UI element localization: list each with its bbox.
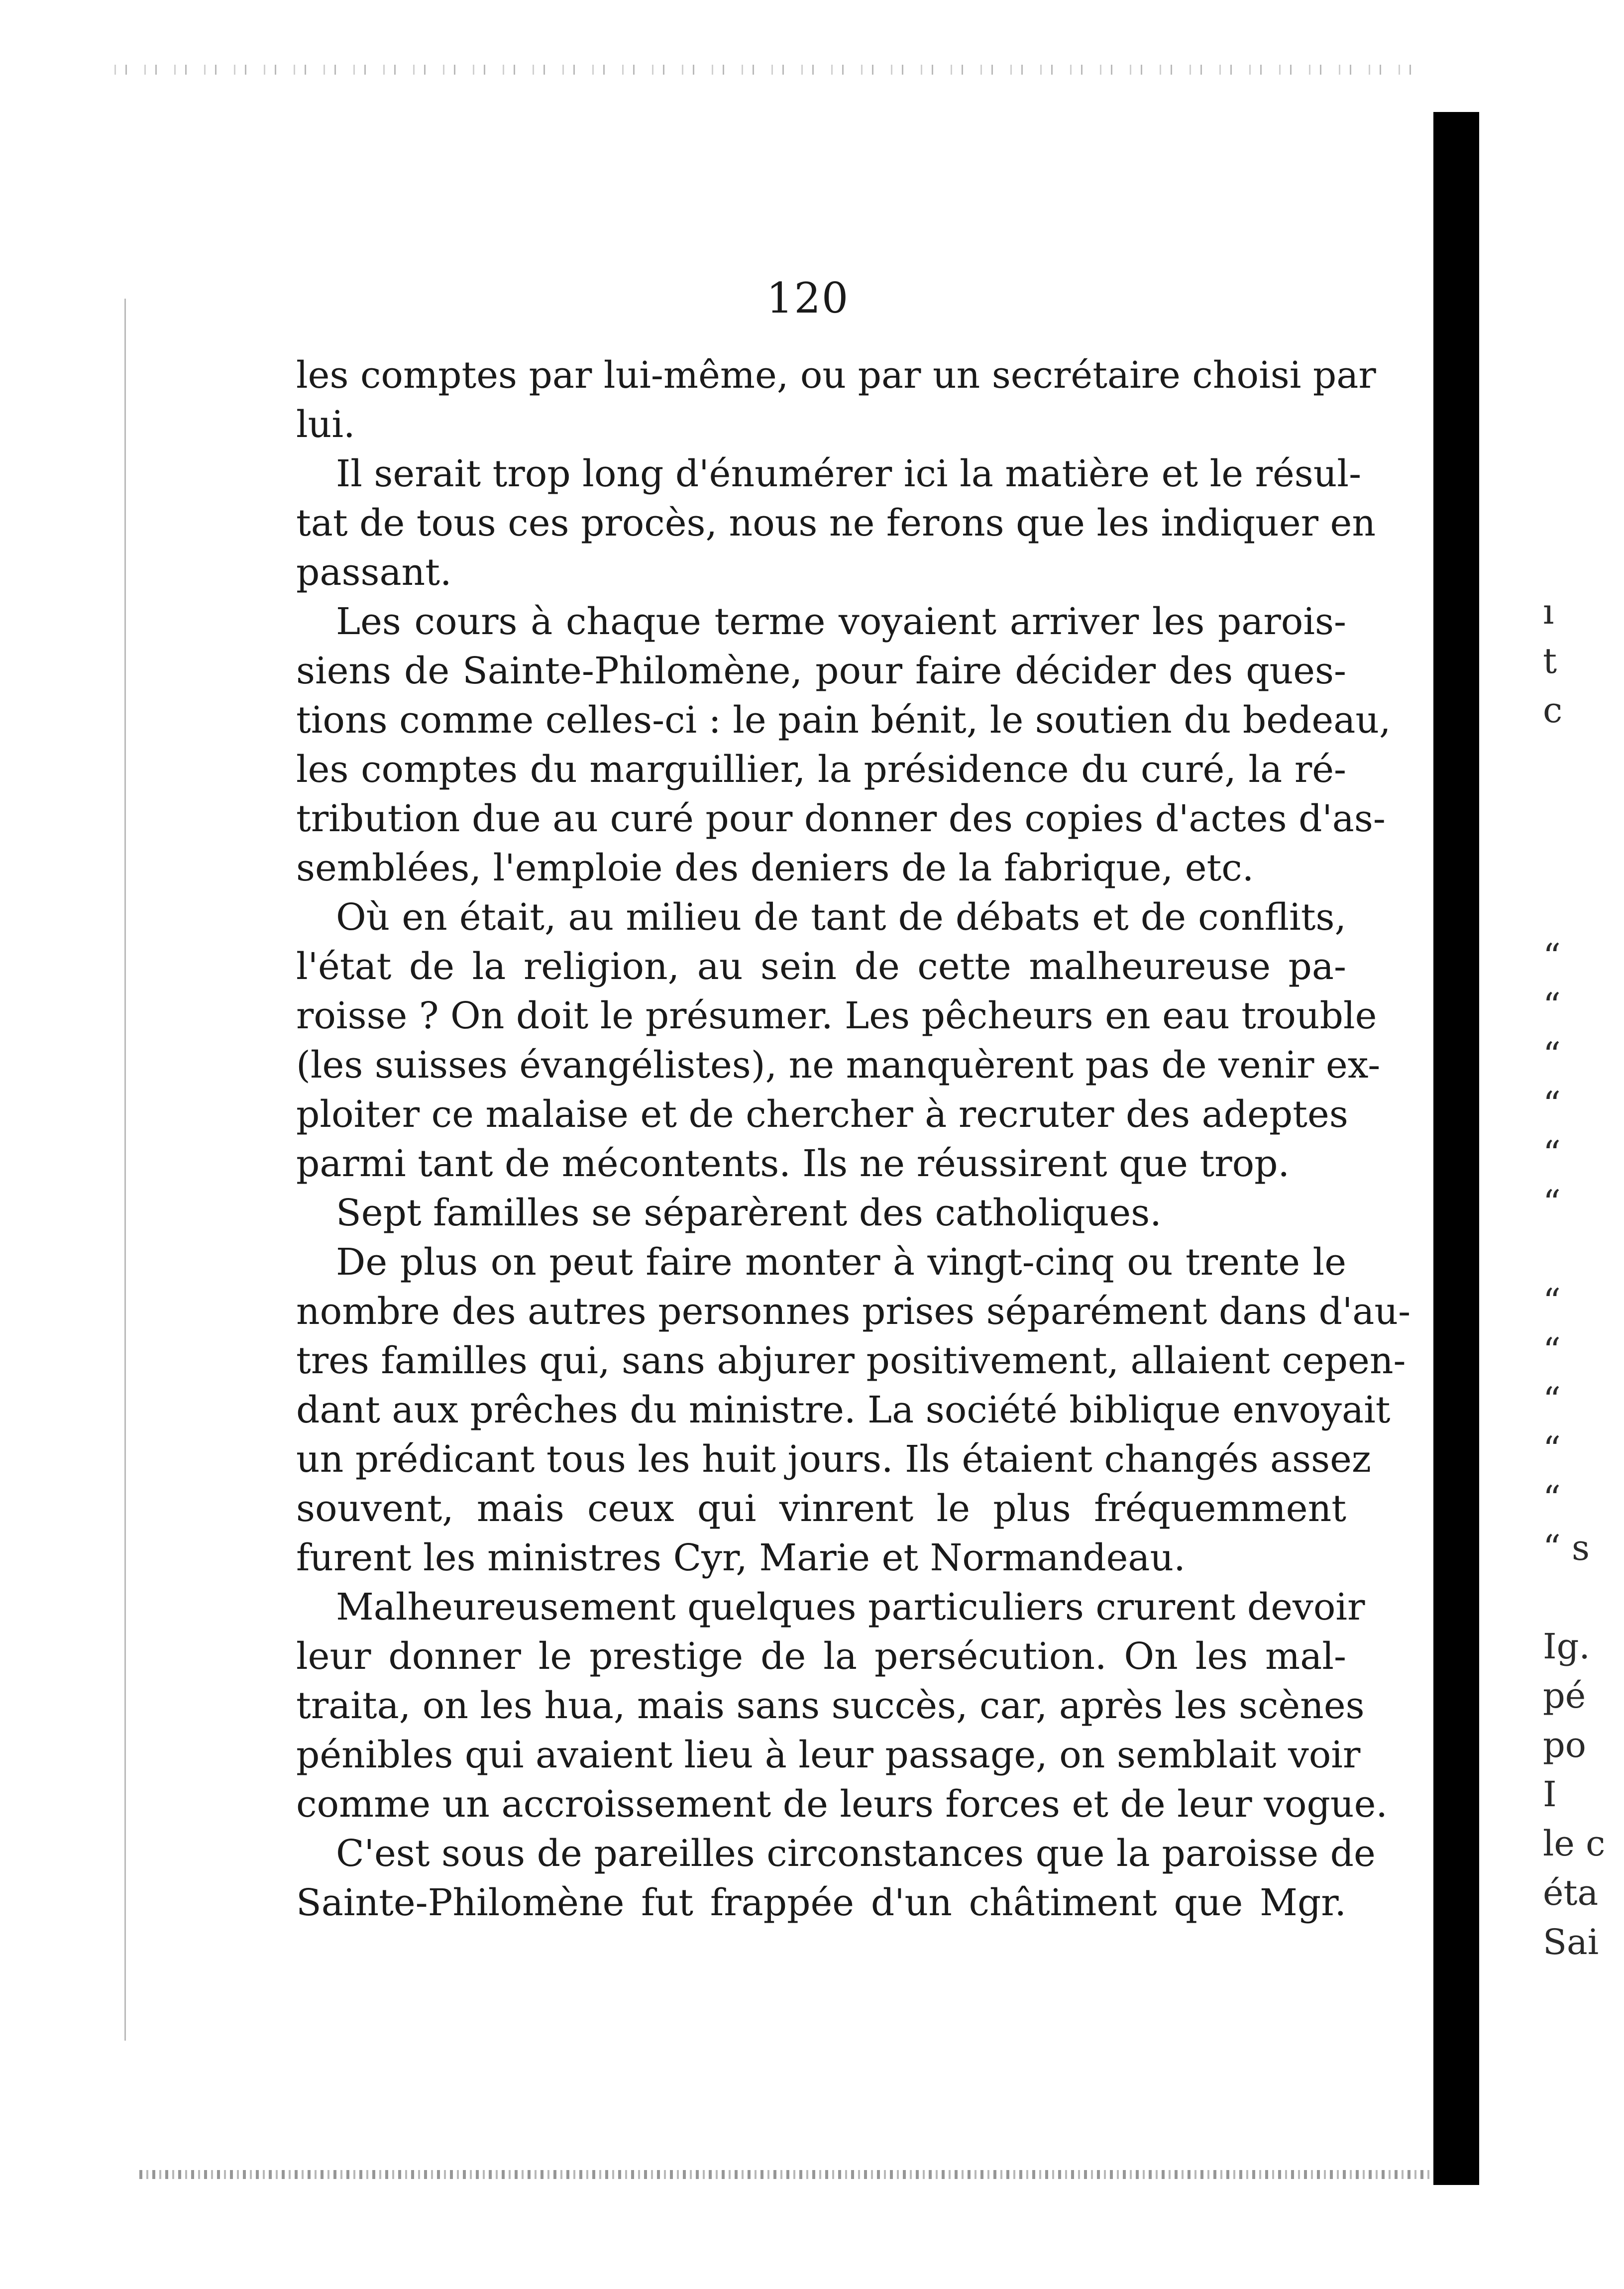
text-line: lui.	[296, 403, 355, 446]
page-body-text	[296, 351, 1411, 1928]
fragment-line: “	[1543, 1084, 1561, 1125]
fragment-line: “	[1543, 985, 1561, 1026]
fragment-line: c	[1543, 690, 1563, 731]
text-line: (les suisses évangélistes), ne manquèrent pas de venir ex-	[296, 1044, 1381, 1087]
fragment-line: Sai	[1543, 1922, 1599, 1962]
text-line: siens de Sainte-Philomène, pour faire décider des ques-	[296, 650, 1346, 692]
text-line: parmi tant de mécontents. Ils ne réussirent que trop.	[296, 1142, 1290, 1185]
text-line: De plus on peut faire monter à vingt-cinq ou trente le	[336, 1241, 1346, 1284]
scan-edge-left	[124, 299, 126, 2041]
fragment-line: le c	[1543, 1823, 1606, 1864]
fragment-line: Ig.	[1543, 1626, 1590, 1667]
text-line: ploiter ce malaise et de chercher à recruter des adeptes	[296, 1093, 1348, 1136]
text-line: semblées, l'emploie des deniers de la fabrique, etc.	[296, 847, 1254, 889]
text-line: tres familles qui, sans abjurer positivement, allaient cepen-	[296, 1339, 1406, 1382]
text-line: furent les ministres Cyr, Marie et Normandeau.	[296, 1536, 1186, 1579]
text-line: comme un accroissement de leurs forces et de leur vogue.	[296, 1783, 1388, 1826]
text-line: souvent, mais ceux qui vinrent le plus fréquemment	[296, 1487, 1346, 1530]
fragment-line: pé	[1543, 1675, 1586, 1716]
text-line: pénibles qui avaient lieu à leur passage, on semblait voir	[296, 1734, 1361, 1776]
text-line: Les cours à chaque terme voyaient arriver les parois-	[336, 600, 1346, 643]
fragment-line: po	[1543, 1725, 1586, 1765]
text-line: les comptes par lui-même, ou par un secrétaire choisi par	[296, 354, 1376, 397]
text-line: Sainte-Philomène fut frappée d'un châtiment que Mgr.	[296, 1881, 1346, 1924]
fragment-line	[1543, 834, 1624, 883]
text-line: C'est sous de pareilles circonstances que la paroisse de	[336, 1832, 1376, 1875]
text-line: tat de tous ces procès, nous ne ferons que les indiquer en	[296, 502, 1376, 545]
text-line: Il serait trop long d'énumérer ici la matière et le résul-	[336, 452, 1362, 495]
text-line: dant aux prêches du ministre. La société biblique envoyait	[296, 1389, 1391, 1431]
fragment-line: “	[1543, 1380, 1561, 1420]
fragment-line	[1543, 1228, 1624, 1277]
fragment-line: “	[1543, 1133, 1561, 1174]
text-line: Où en était, au milieu de tant de débats et de conflits,	[336, 896, 1346, 939]
fragment-line: “ s	[1543, 1527, 1590, 1568]
text-line: tribution due au curé pour donner des copies d'actes d'as-	[296, 797, 1386, 840]
scan-edge-bottom	[139, 2170, 1443, 2179]
fragment-line: “	[1543, 1183, 1561, 1223]
text-line: Malheureusement quelques particuliers crurent devoir	[336, 1586, 1365, 1629]
next-page-fragment	[1543, 587, 1624, 1967]
fragment-line	[1543, 1573, 1624, 1622]
fragment-line: éta	[1543, 1872, 1599, 1913]
fragment-line: ı	[1543, 591, 1554, 632]
fragment-line: I	[1543, 1774, 1557, 1815]
fragment-line	[1543, 784, 1624, 834]
fragment-line: “	[1543, 936, 1561, 977]
fragment-line: “	[1543, 1035, 1561, 1076]
text-line: roisse ? On doit le présumer. Les pêcheurs en eau trouble	[296, 994, 1377, 1037]
fragment-line: “	[1543, 1429, 1561, 1470]
text-line: nombre des autres personnes prises séparément dans d'au-	[296, 1290, 1411, 1333]
scan-edge-top	[114, 65, 1428, 75]
text-line: un prédicant tous les huit jours. Ils étaient changés assez	[296, 1438, 1371, 1481]
fragment-line	[1543, 735, 1624, 784]
text-line: tions comme celles-ci : le pain bénit, le soutien du bedeau,	[296, 699, 1391, 742]
text-line: les comptes du marguillier, la présidence du curé, la ré-	[296, 748, 1346, 791]
fragment-line: “	[1543, 1478, 1561, 1519]
text-line: l'état de la religion, au sein de cette malheureuse pa-	[296, 945, 1346, 988]
fragment-line	[1543, 883, 1624, 932]
fragment-line: “	[1543, 1281, 1561, 1322]
text-line: Sept familles se séparèrent des catholiques.	[336, 1192, 1162, 1234]
fragment-line: “	[1543, 1330, 1561, 1371]
book-gutter	[1433, 112, 1479, 2185]
page-number: 120	[766, 274, 850, 323]
text-line: traita, on les hua, mais sans succès, car, après les scènes	[296, 1684, 1365, 1727]
text-line: leur donner le prestige de la persécution. On les mal-	[296, 1635, 1346, 1678]
text-line: passant.	[296, 551, 452, 594]
fragment-line: t	[1543, 641, 1557, 681]
